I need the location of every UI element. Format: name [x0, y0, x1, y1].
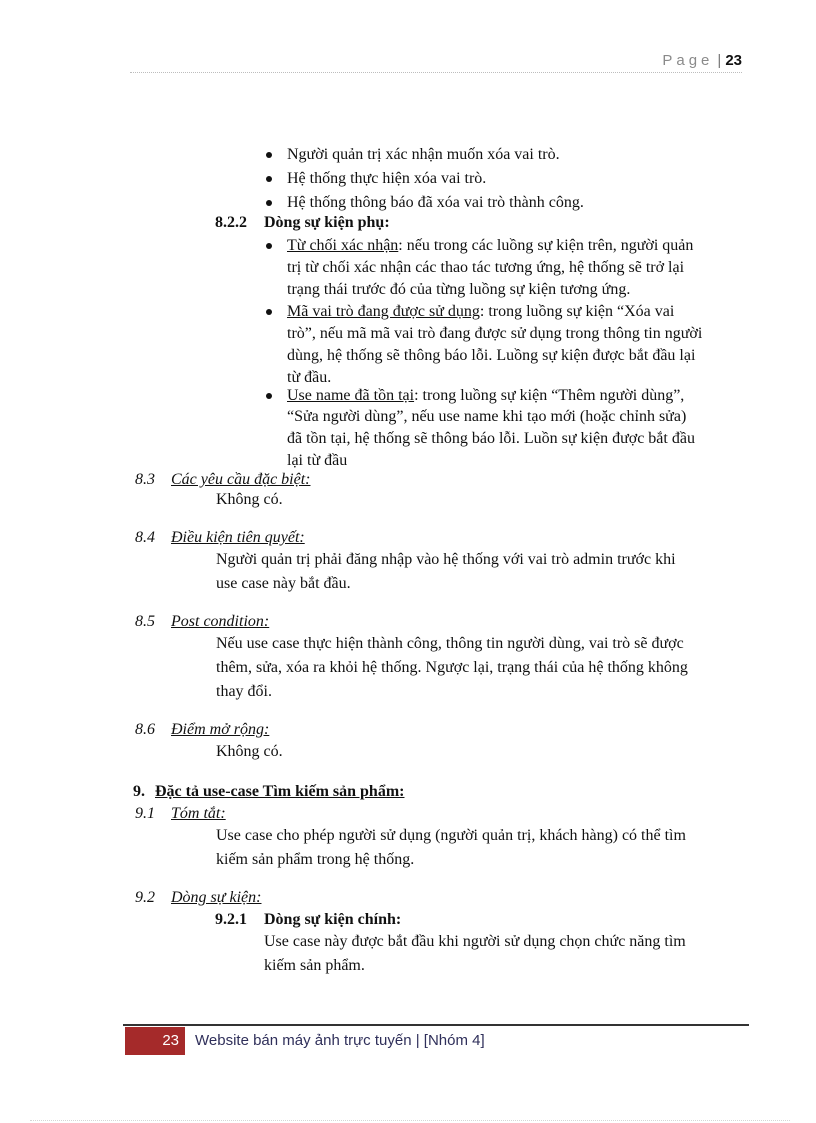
- section-8-2-2-title: Dòng sự kiện phụ:: [264, 214, 390, 231]
- section-9-2-1-body: Use case này được bắt đầu khi người sử dụng chọn chức năng tìm: [264, 933, 686, 950]
- section-9-2-1-number: 9.2.1: [215, 911, 247, 928]
- section-8-4-body: Người quản trị phải đăng nhập vào hệ thống với vai trò admin trước khi: [216, 551, 676, 568]
- item-text: dùng, hệ thống sẽ thông báo lỗi. Luồng sự kiện được bắt đầu lại: [287, 347, 696, 364]
- section-9-number: 9.: [133, 783, 145, 800]
- list-item: Hệ thống thông báo đã xóa vai trò thành công.: [287, 194, 584, 211]
- page-bottom-edge: [30, 1120, 790, 1121]
- section-8-5-number: 8.5: [135, 613, 155, 630]
- item-term: Từ chối xác nhận: [287, 237, 399, 254]
- item-term: Use name đã tồn tại: [287, 387, 415, 404]
- section-9-1-title: Tóm tắt:: [171, 805, 226, 822]
- item-text: trị từ chối xác nhận các thao tác tương ứng, hệ thống sẽ trở lại: [287, 259, 685, 276]
- section-8-2-2-number: 8.2.2: [215, 214, 247, 231]
- item-text: : nếu trong các luồng sự kiện trên, người quản: [398, 237, 694, 254]
- section-8-5-body: Nếu use case thực hiện thành công, thông tin người dùng, vai trò sẽ được: [216, 635, 684, 652]
- bullet-icon: [266, 243, 272, 249]
- header-divider: [130, 72, 742, 73]
- header-separator: |: [717, 52, 722, 69]
- page-label: Page: [662, 52, 714, 69]
- bullet-icon: [266, 393, 272, 399]
- bullet-icon: [266, 176, 272, 182]
- item-text: trạng thái trước đó của từng luồng sự kiện tương ứng.: [287, 281, 631, 298]
- section-9-1-body: kiếm sản phẩm trong hệ thống.: [216, 851, 415, 868]
- item-term: Mã vai trò đang được sử dụng: [287, 303, 480, 320]
- section-9-2-1-body: kiếm sản phẩm.: [264, 957, 365, 974]
- section-8-3-number: 8.3: [135, 471, 155, 488]
- page-header: [600, 52, 742, 69]
- section-9-1-number: 9.1: [135, 805, 155, 822]
- section-8-6-number: 8.6: [135, 721, 155, 738]
- section-8-4-number: 8.4: [135, 529, 155, 546]
- bullet-icon: [266, 200, 272, 206]
- item-text: đã tồn tại, hệ thống sẽ thông báo lỗi. Luồn sự kiện được bắt đầu: [287, 430, 695, 447]
- list-item: Người quản trị xác nhận muốn xóa vai trò.: [287, 146, 560, 163]
- section-9-2-title: Dòng sự kiện:: [171, 889, 262, 906]
- item-text: lại từ đầu: [287, 452, 348, 469]
- footer-page-number: 23: [125, 1027, 185, 1055]
- footer-divider: [123, 1024, 749, 1026]
- section-9-2-number: 9.2: [135, 889, 155, 906]
- section-8-6-body: Không có.: [216, 743, 283, 760]
- section-8-5-body: thêm, sửa, xóa ra khỏi hệ thống. Ngược lại, trạng thái của hệ thống không: [216, 659, 688, 676]
- list-item: [287, 300, 674, 324]
- section-9-1-body: Use case cho phép người sử dụng (người quản trị, khách hàng) có thể tìm: [216, 827, 686, 844]
- item-text: trò”, nếu mã mã vai trò đang được sử dụng trong thông tin người: [287, 325, 703, 342]
- section-8-6-title: Điểm mở rộng:: [171, 721, 270, 738]
- footer-text: Website bán máy ảnh trực tuyến | [Nhóm 4]: [195, 1032, 485, 1049]
- section-8-5-body: thay đổi.: [216, 683, 272, 700]
- item-text: : trong luồng sự kiện “Thêm người dùng”,: [414, 387, 685, 404]
- section-8-3-title: Các yêu cầu đặc biệt:: [171, 471, 311, 488]
- section-9-2-1-title: Dòng sự kiện chính:: [264, 911, 402, 928]
- bullet-icon: [266, 152, 272, 158]
- section-8-3-body: Không có.: [216, 491, 283, 508]
- item-text: từ đầu.: [287, 369, 332, 386]
- header-page-number: 23: [725, 52, 742, 69]
- item-text: : trong luồng sự kiện “Xóa vai: [479, 303, 675, 320]
- section-8-4-body: use case này bắt đầu.: [216, 575, 351, 592]
- list-item: [287, 234, 740, 258]
- bullet-icon: [266, 309, 272, 315]
- list-item: Hệ thống thực hiện xóa vai trò.: [287, 170, 487, 187]
- item-text: “Sửa người dùng”, nếu use name khi tạo mới (hoặc chỉnh sửa): [287, 408, 687, 425]
- section-9-title: Đặc tả use-case Tìm kiếm sản phẩm:: [155, 783, 405, 800]
- section-8-5-title: Post condition:: [171, 613, 270, 630]
- section-8-4-title: Điều kiện tiên quyết:: [171, 529, 305, 546]
